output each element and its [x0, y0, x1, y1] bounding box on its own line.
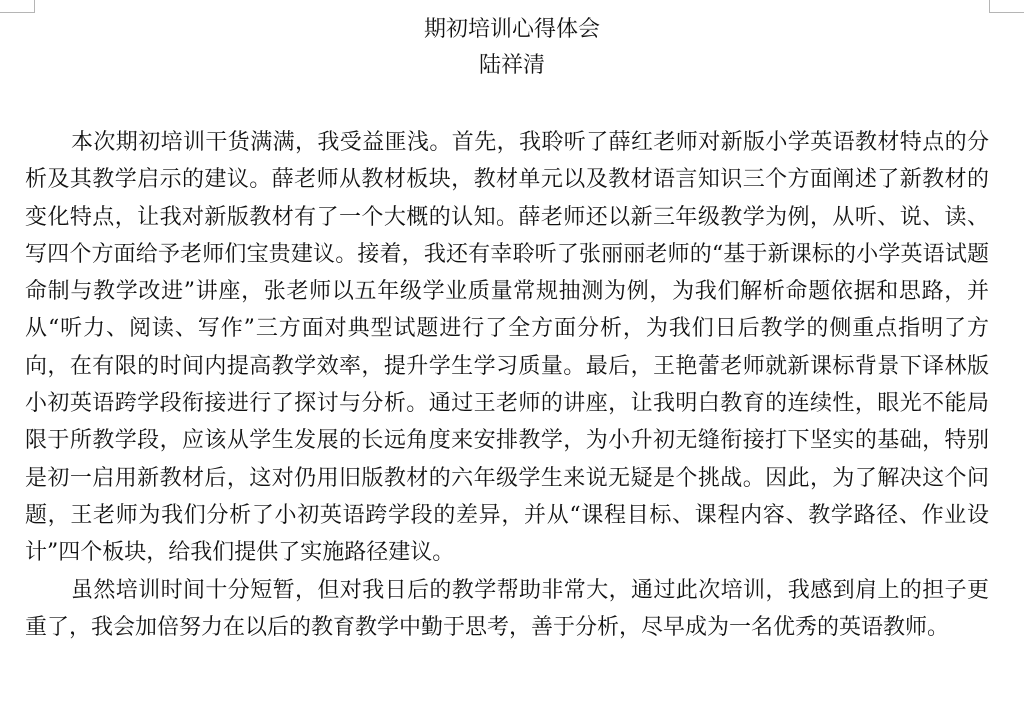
- crop-mark-top-right: [989, 0, 1024, 13]
- paragraph: 虽然培训时间十分短暂，但对我日后的教学帮助非常大，通过此次培训，我感到肩上的担子更重了，我会加倍努力在以后的教育教学中勤于思考，善于分析，尽早成为一名优秀的英语教师。: [25, 577, 989, 640]
- document-author: 陆祥清: [478, 53, 545, 78]
- paragraph: 本次期初培训干货满满，我受益匪浅。首先，我聆听了薛红老师对新版小学英语教材特点的分析及其教学启示的建议。薛老师从教材板块，教材单元以及教材语言知识三个方面阐述了新教材的变化特点，让我对新版教材有了一个大概的认知。薛老师还以新三年级教学为例，从听、说、读、写四个方面给予老师们宝贵建议。接着，我还有幸聆听了张丽丽老师的“基于新课标的小学英语试题命制与教学改进”讲座，张老师以五年级学业质量常规抽测为例，为我们解析命题依据和思路，并从“听力、阅读、写作”三方面对典型试题进行了全方面分析，为我们日后教学的侧重点指明了方向，在有限的时间内提高教学效率，提升学生学习质量。最后，王艳蕾老师就新课标背景下译林版小初英语跨学段衔接进行了探讨与分析。通过王老师的讲座，让我明白教育的连续性，眼光不能局限于所教学段，应该从学生发展的长远角度来安排教学，为小升初无缝衔接打下坚实的基础，特别是初一启用新教材后，这对仍用旧版教材的六年级学生来说无疑是个挑战。因此，为了解决这个问题，王老师为我们分析了小初英语跨学段的差异，并从“课程目标、课程内容、教学路径、作业设计”四个板块，给我们提供了实施路径建议。: [25, 130, 989, 566]
- document-body: [25, 124, 989, 646]
- document-title: 期初培训心得体会: [423, 17, 600, 42]
- crop-mark-top-left: [0, 0, 35, 13]
